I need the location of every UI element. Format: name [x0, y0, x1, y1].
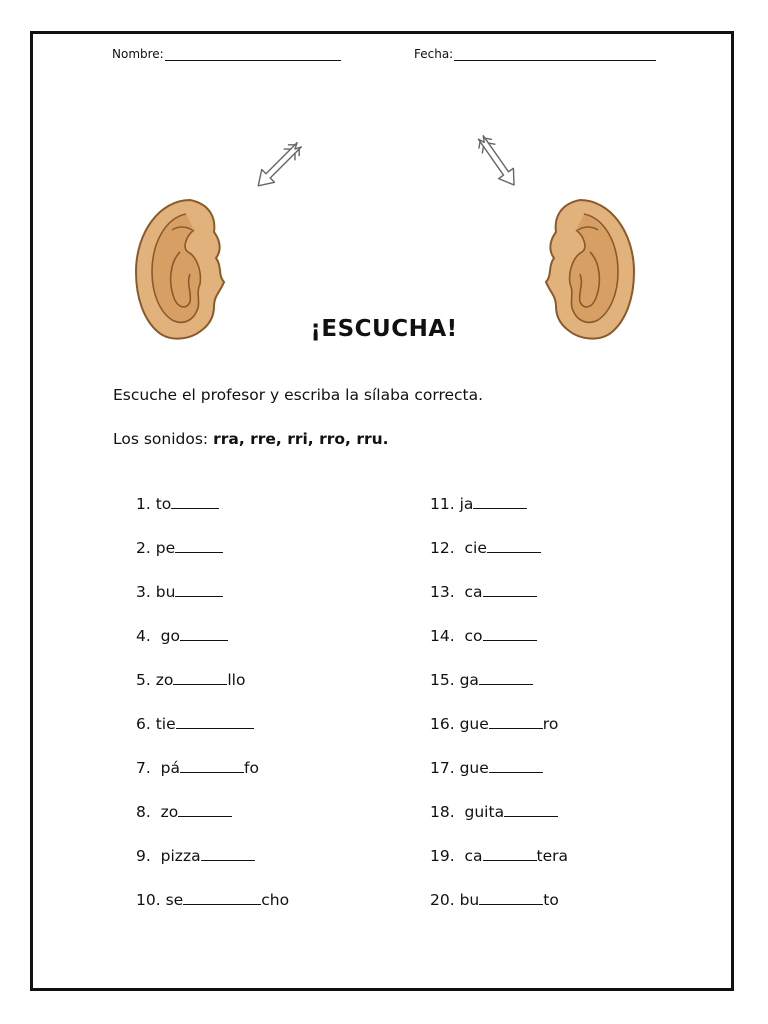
exercise-item: [430, 670, 533, 689]
item-text: co: [459, 627, 483, 645]
item-text: tie: [155, 715, 176, 733]
name-line[interactable]: [165, 48, 341, 61]
answer-blank[interactable]: [473, 494, 527, 509]
arrow-down-right-icon: [468, 132, 528, 192]
date-label: Fecha:: [414, 47, 454, 61]
item-number: 15.: [430, 671, 455, 689]
item-text: gue: [459, 759, 489, 777]
item-text-after: to: [543, 891, 559, 909]
answer-blank[interactable]: [180, 758, 244, 773]
exercise-item: [136, 758, 259, 777]
item-text-after: llo: [227, 671, 246, 689]
answer-blank[interactable]: [178, 802, 232, 817]
sounds-label: Los sonidos:: [113, 430, 214, 448]
exercise-item: [136, 802, 232, 821]
item-text-after: fo: [244, 759, 259, 777]
name-field[interactable]: [112, 47, 341, 61]
exercise-item: [430, 714, 558, 733]
exercise-item: [136, 846, 255, 865]
item-text-after: ro: [542, 715, 559, 733]
item-text: bu: [155, 583, 176, 601]
item-number: 20.: [430, 891, 455, 909]
answer-blank[interactable]: [479, 890, 543, 905]
item-text: cie: [459, 539, 487, 557]
answer-blank[interactable]: [201, 846, 255, 861]
item-number: 4.: [136, 627, 151, 645]
item-number: 16.: [430, 715, 455, 733]
item-number: 7.: [136, 759, 151, 777]
item-text: go: [155, 627, 180, 645]
item-number: 9.: [136, 847, 151, 865]
answer-blank[interactable]: [483, 846, 537, 861]
date-line[interactable]: [454, 48, 656, 61]
answer-blank[interactable]: [489, 758, 543, 773]
exercise-item: [136, 626, 228, 645]
answer-blank[interactable]: [504, 802, 558, 817]
item-text: pizza: [155, 847, 201, 865]
exercise-item: [136, 714, 254, 733]
item-number: 8.: [136, 803, 151, 821]
arrow-down-left-icon: [248, 138, 308, 194]
item-number: 2.: [136, 539, 151, 557]
sounds-list: rra, rre, rri, rro, rru.: [213, 430, 389, 448]
exercise-item: [430, 758, 543, 777]
answer-blank[interactable]: [483, 626, 537, 641]
item-number: 12.: [430, 539, 455, 557]
name-label: Nombre:: [112, 47, 164, 61]
item-text: pá: [155, 759, 180, 777]
item-text: guita: [459, 803, 505, 821]
item-text: zo: [155, 803, 179, 821]
item-text: gue: [459, 715, 489, 733]
exercise-item: [136, 582, 223, 601]
exercise-item: [430, 846, 568, 865]
item-number: 19.: [430, 847, 455, 865]
item-text: ja: [459, 495, 474, 513]
item-text: zo: [155, 671, 174, 689]
item-number: 10.: [136, 891, 161, 909]
exercise-item: [136, 494, 219, 513]
item-number: 11.: [430, 495, 455, 513]
exercise-item: [430, 626, 537, 645]
exercise-item: [430, 802, 558, 821]
item-number: 1.: [136, 495, 151, 513]
worksheet-title: ¡ESCUCHA!: [310, 316, 458, 342]
item-text: ga: [459, 671, 479, 689]
item-text: pe: [155, 539, 176, 557]
item-text: ca: [459, 847, 483, 865]
answer-blank[interactable]: [489, 714, 543, 729]
sounds-line: [113, 430, 389, 448]
answer-blank[interactable]: [487, 538, 541, 553]
date-field[interactable]: [414, 47, 656, 61]
item-number: 14.: [430, 627, 455, 645]
item-text: ca: [459, 583, 483, 601]
exercise-item: [430, 582, 537, 601]
item-number: 17.: [430, 759, 455, 777]
answer-blank[interactable]: [479, 670, 533, 685]
answer-blank[interactable]: [183, 890, 261, 905]
item-text-after: cho: [261, 891, 290, 909]
exercise-item: [430, 494, 527, 513]
exercise-item: [136, 538, 223, 557]
answer-blank[interactable]: [171, 494, 219, 509]
item-text: se: [165, 891, 184, 909]
item-text: to: [155, 495, 172, 513]
answer-blank[interactable]: [483, 582, 537, 597]
item-number: 3.: [136, 583, 151, 601]
exercise-item: [136, 890, 289, 909]
instructions: Escuche el profesor y escriba la sílaba correcta.: [113, 386, 484, 404]
answer-blank[interactable]: [180, 626, 228, 641]
item-text: bu: [459, 891, 480, 909]
item-number: 6.: [136, 715, 151, 733]
item-number: 18.: [430, 803, 455, 821]
answer-blank[interactable]: [175, 538, 223, 553]
answer-blank[interactable]: [173, 670, 227, 685]
item-number: 5.: [136, 671, 151, 689]
item-number: 13.: [430, 583, 455, 601]
answer-blank[interactable]: [176, 714, 254, 729]
item-text-after: tera: [536, 847, 569, 865]
exercise-item: [136, 670, 245, 689]
exercise-item: [430, 538, 541, 557]
answer-blank[interactable]: [175, 582, 223, 597]
exercise-item: [430, 890, 559, 909]
